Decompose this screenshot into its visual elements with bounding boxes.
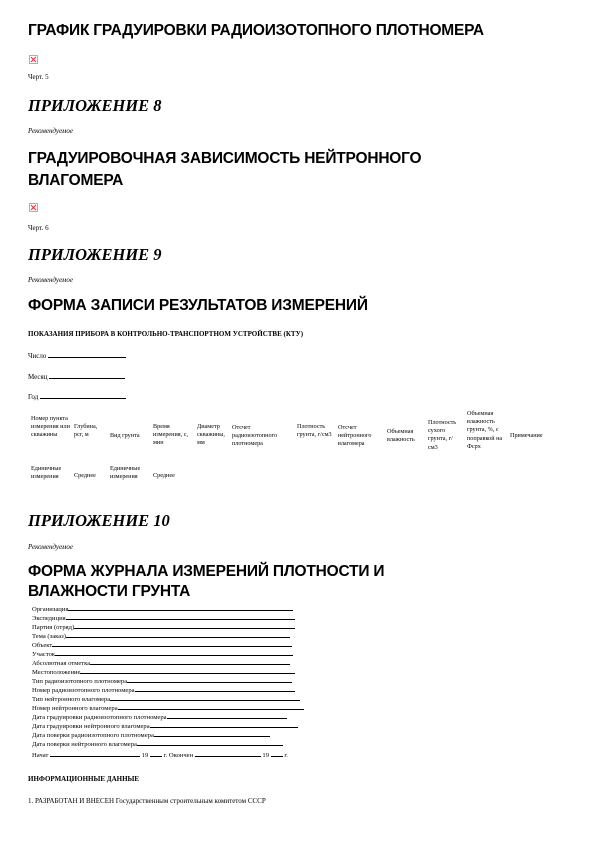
- column-header: Объемная влажность грунта, %, с поправкой на Фсрх: [467, 410, 503, 450]
- journal-row: Дата поверки нейтронного влагомера: [32, 738, 283, 749]
- journal-row: Партия (отряд): [32, 621, 295, 632]
- journal-dates-row: Начат 19 г. Окончен 19 г.: [32, 749, 288, 760]
- info-heading: ИНФОРМАЦИОННЫЕ ДАННЫЕ: [28, 775, 140, 783]
- column-header: Время измерения, с, мин: [153, 423, 189, 447]
- journal-row: Тема (заказ): [32, 630, 290, 641]
- column-header: Объемная влажность: [387, 428, 415, 444]
- appendix-8-note: Рекомендуемое: [28, 127, 73, 135]
- journal-row: Объект: [32, 639, 292, 650]
- subheader-cell: Единичные измерения: [31, 465, 62, 481]
- column-header: Примечание: [510, 432, 543, 439]
- subheader-cell: Единичные измерения: [110, 465, 141, 481]
- journal-row: Тип нейтронного влагомера: [32, 693, 300, 704]
- journal-row: Дата градуировки нейтронного влагомера: [32, 720, 298, 731]
- journal-row: Абсолютная отметка: [32, 657, 290, 668]
- appendix-9-heading: ПРИЛОЖЕНИЕ 9: [28, 245, 162, 264]
- journal-row: Организация: [32, 603, 293, 614]
- appendix-8-title-line2: ВЛАГОМЕРА: [28, 172, 124, 189]
- journal-row: Местоположение: [32, 666, 295, 677]
- appendix-10-heading: ПРИЛОЖЕНИЕ 10: [28, 511, 170, 530]
- chart-6-caption: Черт. 6: [28, 224, 49, 232]
- column-header: Диаметр скважины, мм: [197, 423, 225, 447]
- column-header: Отсчет нейтронного влагомера: [338, 424, 372, 448]
- column-header: Отсчет радиоизотопного плотномера: [232, 424, 278, 448]
- appendix-8-heading: ПРИЛОЖЕНИЕ 8: [28, 96, 162, 115]
- appendix-9-title: ФОРМА ЗАПИСИ РЕЗУЛЬТАТОВ ИЗМЕРЕНИЙ: [28, 297, 368, 314]
- subheader-cell: Среднее: [153, 472, 175, 479]
- broken-image-icon: [29, 55, 38, 64]
- form-field-year: Год: [28, 391, 126, 401]
- chart-5-caption: Черт. 5: [28, 73, 49, 81]
- journal-row: Номер нейтронного влагомера: [32, 702, 304, 713]
- journal-row: Номер радиоизотопного плотномера: [32, 684, 295, 695]
- form-field-month: Месяц: [28, 371, 125, 381]
- column-header: Плотность грунта, г/см3: [297, 423, 332, 439]
- journal-row: Дата поверки радиоизотопного плотномера: [32, 729, 270, 740]
- appendix-10-title-line2: ВЛАЖНОСТИ ГРУНТА: [28, 583, 191, 600]
- journal-row: Участок: [32, 648, 293, 659]
- appendix-9-subtitle: ПОКАЗАНИЯ ПРИБОРА В КОНТРОЛЬНО-ТРАНСПОРТНОМ УСТРОЙСТВЕ (КТУ): [28, 330, 304, 338]
- appendix-8-title-line1: ГРАДУИРОВОЧНАЯ ЗАВИСИМОСТЬ НЕЙТРОННОГО: [28, 150, 422, 167]
- appendix-9-note: Рекомендуемое: [28, 276, 73, 284]
- appendix-10-title-line1: ФОРМА ЖУРНАЛА ИЗМЕРЕНИЙ ПЛОТНОСТИ И: [28, 563, 385, 580]
- journal-row: Дата градуировки радиоизотопного плотномера: [32, 711, 287, 722]
- column-header: Глубина, рсг, м: [74, 423, 98, 439]
- journal-row: Экспедиция: [32, 612, 295, 623]
- column-header: Плотность сухого грунта, г/см3: [428, 419, 457, 451]
- subheader-cell: Среднее: [74, 472, 96, 479]
- appendix-10-note: Рекомендуемое: [28, 543, 73, 551]
- info-item-1: 1. РАЗРАБОТАН И ВНЕСЕН Государственным строительным комитетом СССР: [28, 797, 266, 805]
- column-header: Номер пункта измерения или скважины: [31, 415, 70, 439]
- column-header: Вид грунта: [110, 432, 140, 439]
- form-field-day: Число: [28, 350, 126, 360]
- broken-image-icon: [29, 203, 38, 212]
- chart-5-title: ГРАФИК ГРАДУИРОВКИ РАДИОИЗОТОПНОГО ПЛОТНОМЕРА: [28, 22, 484, 39]
- journal-row: Тип радиоизотопного плотномера: [32, 675, 292, 686]
